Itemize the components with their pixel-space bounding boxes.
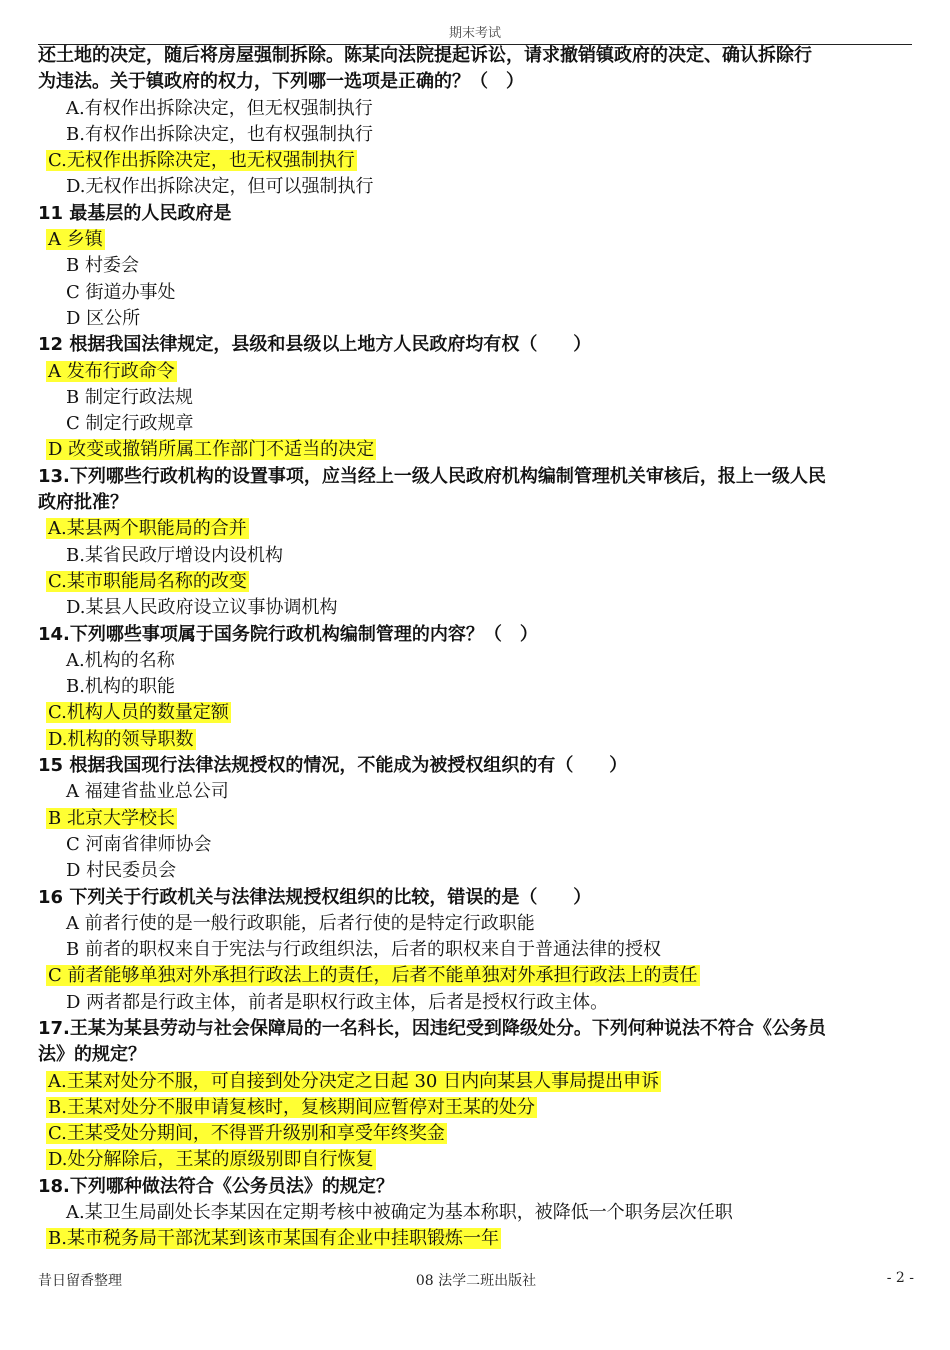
line-text: C.无权作出拆除决定，也无权强制执行 (48, 150, 355, 172)
answer-option (38, 1200, 914, 1226)
answer-option-highlighted (38, 1095, 914, 1121)
footer-left: 昔日留香整理 (38, 1273, 122, 1289)
line-text: A.某县两个职能局的合并 (48, 518, 247, 540)
answer-option (38, 253, 914, 279)
answer-option (38, 937, 914, 963)
line-text: B.某省民政厅增设内设机构 (66, 544, 283, 566)
line-text: A.某卫生局副处长李某因在定期考核中被确定为基本称职，被降低一个职务层次任职 (66, 1202, 733, 1224)
line-text: 14.下列哪些事项属于国务院行政机构编制管理的内容？（ ） (38, 623, 538, 645)
answer-option (38, 96, 914, 122)
line-text: 18.下列哪种做法符合《公务员法》的规定？ (38, 1175, 394, 1197)
line-text: C.某市职能局名称的改变 (48, 570, 247, 592)
answer-option-highlighted (38, 1121, 914, 1147)
answer-option (38, 411, 914, 437)
question-text-line (38, 1016, 914, 1042)
answer-option-highlighted (38, 700, 914, 726)
answer-option-highlighted (38, 1226, 914, 1252)
question-text-line (38, 622, 914, 648)
line-text: D 区公所 (66, 307, 141, 329)
line-text: A.有权作出拆除决定，但无权强制执行 (66, 97, 373, 119)
answer-option (38, 543, 914, 569)
line-text: C.王某受处分期间，不得晋升级别和享受年终奖金 (48, 1123, 445, 1145)
line-text: 还土地的决定，随后将房屋强制拆除。陈某向法院提起诉讼，请求撤销镇政府的决定、确认拆除行 (38, 45, 812, 66)
answer-option (38, 174, 914, 200)
line-text: 12 根据我国法律规定，县级和县级以上地方人民政府均有权（ ） (38, 334, 592, 356)
line-text: 13.下列哪些行政机构的设置事项，应当经上一级人民政府机构编制管理机关审核后，报上一级人民 (38, 465, 826, 487)
line-text: B.机构的职能 (66, 676, 175, 698)
line-text: A.机构的名称 (66, 649, 175, 671)
answer-option (38, 122, 914, 148)
line-text: B.有权作出拆除决定，也有权强制执行 (66, 123, 373, 145)
answer-option-highlighted (38, 1147, 914, 1173)
line-text: D.处分解除后，王某的原级别即自行恢复 (48, 1149, 374, 1171)
line-text: 16 下列关于行政机关与法律法规授权组织的比较，错误的是（ ） (38, 886, 592, 908)
line-text: C 河南省律师协会 (66, 833, 212, 855)
question-text-line (38, 201, 914, 227)
answer-option (38, 674, 914, 700)
line-text: B 北京大学校长 (48, 807, 175, 829)
answer-option-highlighted (38, 227, 914, 253)
line-text: B.某市税务局干部沈某到该市某国有企业中挂职锻炼一年 (48, 1228, 499, 1250)
answer-option (38, 858, 914, 884)
question-text-line (38, 1042, 914, 1068)
line-text: D 两者都是行政主体，前者是职权行政主体，后者是授权行政主体。 (66, 991, 609, 1013)
line-text: A.王某对处分不服，可自接到处分决定之日起 30 日内向某县人事局提出申诉 (48, 1070, 660, 1092)
line-text: C 前者能够单独对外承担行政法上的责任，后者不能单独对外承担行政法上的责任 (48, 965, 698, 987)
line-text: D.某县人民政府设立议事协调机构 (66, 597, 338, 619)
answer-option-highlighted (38, 727, 914, 753)
question-text-line (38, 464, 914, 490)
line-text: A 福建省盐业总公司 (66, 781, 229, 803)
answer-option-highlighted (38, 1069, 914, 1095)
line-text: D 村民委员会 (66, 860, 177, 882)
answer-option (38, 832, 914, 858)
answer-option (38, 911, 914, 937)
answer-option (38, 648, 914, 674)
question-text-line (38, 1174, 914, 1200)
page-header: 期末考试 (448, 26, 501, 41)
answer-option-highlighted (38, 516, 914, 542)
line-text: C 街道办事处 (66, 281, 176, 303)
question-text-line (38, 332, 914, 358)
answer-option-highlighted (38, 569, 914, 595)
line-text: A 乡镇 (48, 229, 103, 251)
answer-option-highlighted (38, 963, 914, 989)
line-text: B 前者的职权来自于宪法与行政组织法，后者的职权来自于普通法律的授权 (66, 939, 661, 961)
question-text-line (38, 753, 914, 779)
question-text-line (38, 885, 914, 911)
line-text: 17.王某为某县劳动与社会保障局的一名科长，因违纪受到降级处分。下列何种说法不符合《公务员 (38, 1017, 826, 1039)
page-number: - 2 - (886, 1270, 914, 1286)
line-text: B 制定行政法规 (66, 386, 193, 408)
line-text: C.机构人员的数量定额 (48, 702, 229, 724)
answer-option-highlighted (38, 437, 914, 463)
line-text: D.机构的领导职数 (48, 728, 194, 750)
line-text: 政府批准？ (38, 492, 128, 514)
answer-option (38, 385, 914, 411)
line-text: B 村委会 (66, 255, 139, 277)
line-text: C 制定行政规章 (66, 413, 194, 435)
answer-option (38, 280, 914, 306)
footer-center: 08 法学二班出版社 (415, 1273, 537, 1289)
exam-content (38, 43, 914, 1253)
answer-option-highlighted (38, 359, 914, 385)
answer-option (38, 306, 914, 332)
line-text: A 发布行政命令 (48, 360, 175, 382)
answer-option-highlighted (38, 806, 914, 832)
answer-option (38, 779, 914, 805)
answer-option (38, 990, 914, 1016)
line-text: 15 根据我国现行法律法规授权的情况，不能成为被授权组织的有（ ） (38, 755, 628, 777)
answer-option-highlighted (38, 148, 914, 174)
line-text: 11 最基层的人民政府是 (38, 202, 232, 224)
line-text: B.王某对处分不服申请复核时，复核期间应暂停对王某的处分 (48, 1096, 535, 1118)
line-text: D.无权作出拆除决定，但可以强制执行 (66, 176, 374, 198)
page-footer (38, 1270, 914, 1292)
question-text-line (38, 43, 914, 69)
line-text: D 改变或撤销所属工作部门不适当的决定 (48, 439, 375, 461)
answer-option (38, 595, 914, 621)
line-text: 为违法。关于镇政府的权力，下列哪一选项是正确的？（ ） (38, 71, 524, 93)
question-text-line (38, 69, 914, 95)
question-text-line (38, 490, 914, 516)
line-text: 法》的规定？ (38, 1044, 146, 1066)
line-text: A 前者行使的是一般行政职能，后者行使的是特定行政职能 (66, 912, 535, 934)
